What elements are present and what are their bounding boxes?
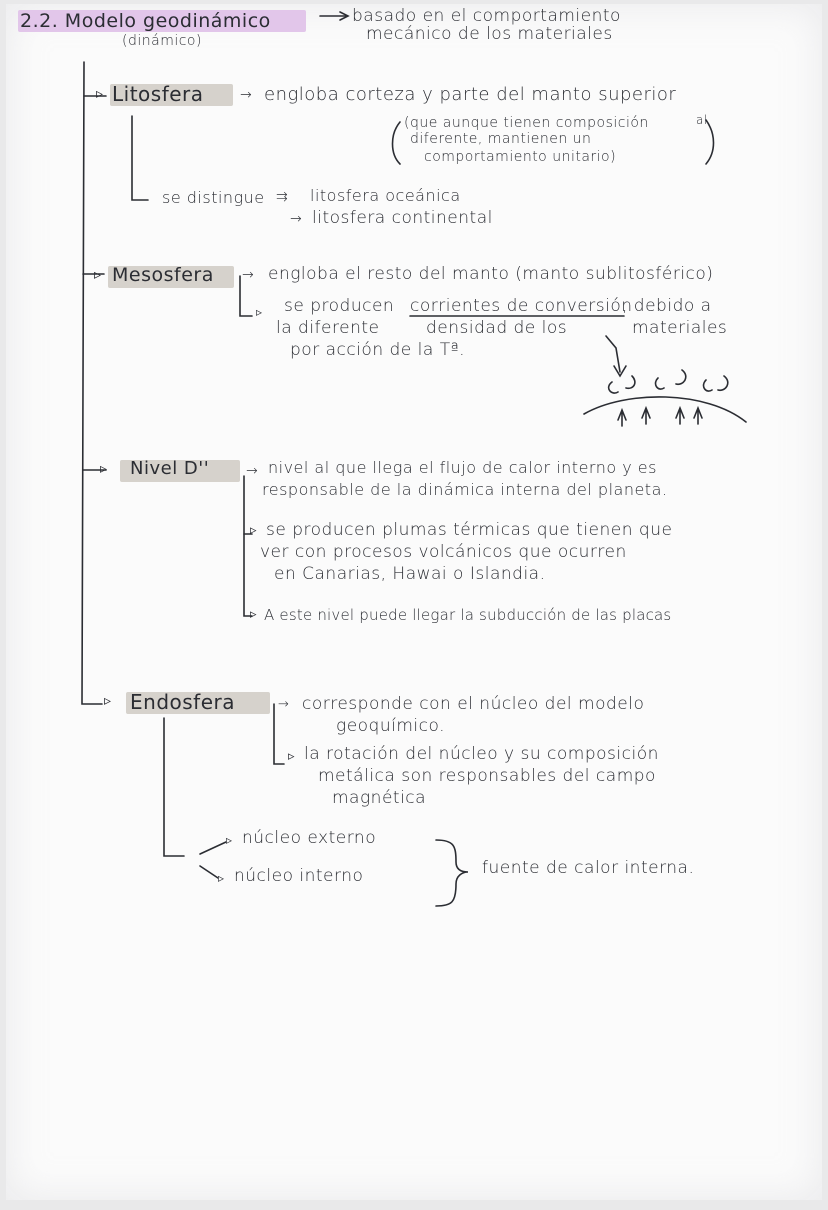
litosfera-distingue: se distingue xyxy=(162,188,265,207)
arrow-glyph: → xyxy=(240,87,253,103)
arrow-glyph: ▹ xyxy=(218,871,225,885)
mesosfera-conv-suffix: , debido a xyxy=(622,296,712,316)
endosfera-desc-1: corresponde con el núcleo del modelo xyxy=(302,694,645,714)
header-basis: basado en el comportamiento xyxy=(352,6,621,26)
page-title: 2.2. Modelo geodinámico xyxy=(20,10,271,32)
arrow-glyph: ▹ xyxy=(288,749,296,764)
endosfera-rot-1: la rotación del núcleo y su composición xyxy=(304,744,659,764)
litosfera-label: Litosfera xyxy=(112,82,204,106)
arrow-glyph: ▹ xyxy=(104,693,112,709)
nivel-d-plumas-3: en Canarias, Hawai o Islandia. xyxy=(274,564,546,584)
nivel-d-plumas-2: ver con procesos volcánicos que ocurren xyxy=(260,542,627,562)
page-subtitle: (dinámico) xyxy=(122,33,202,49)
arrow-glyph: ▹ xyxy=(94,267,102,283)
arrow-glyph: ▹ xyxy=(250,523,258,538)
mesosfera-desc: engloba el resto del manto (manto sublitosférico) xyxy=(268,264,714,284)
arrow-glyph: ⇉ xyxy=(276,189,289,205)
endosfera-externo: núcleo externo xyxy=(242,828,377,848)
arrow-glyph: ▹ xyxy=(250,607,258,622)
mesosfera-line-2c: materiales xyxy=(632,318,728,338)
arrow-glyph: ▹ xyxy=(100,461,108,477)
arrow-glyph: ▹ xyxy=(226,833,233,847)
mesosfera-conv-prefix: se producen xyxy=(284,296,395,316)
litosfera-note-1: (que aunque tienen composición xyxy=(404,115,649,131)
mesosfera-line-2a: la diferente xyxy=(276,318,380,338)
nivel-d-subduccion: A este nivel puede llegar la subducción de las placas xyxy=(264,606,672,624)
nivel-d-label: Nivel D'' xyxy=(130,458,210,479)
connector-lines xyxy=(6,4,822,1200)
endosfera-desc-2: geoquímico. xyxy=(336,716,445,736)
header-basis-2: mecánico de los materiales xyxy=(366,24,613,44)
arrow-glyph: → xyxy=(242,267,255,283)
litosfera-continental: litosfera continental xyxy=(312,208,493,228)
endosfera-interno: núcleo interno xyxy=(234,866,364,886)
arrow-glyph: → xyxy=(278,697,290,712)
endosfera-label: Endosfera xyxy=(130,690,235,714)
endosfera-fuente: fuente de calor interna. xyxy=(482,858,695,878)
nivel-d-desc-1: nivel al que llega el flujo de calor interno y es xyxy=(268,458,657,477)
mesosfera-line-2b: densidad de los xyxy=(426,318,568,338)
litosfera-desc: engloba corteza y parte del manto superior xyxy=(264,84,677,105)
mesosfera-line-3: por acción de la Tª. xyxy=(290,340,465,360)
nivel-d-plumas-1: se producen plumas térmicas que tienen que xyxy=(266,520,673,540)
nivel-d-desc-2: responsable de la dinámica interna del planeta. xyxy=(262,480,668,499)
arrow-glyph: → xyxy=(246,463,259,479)
mesosfera-conv-underlined: corrientes de conversión xyxy=(410,296,633,316)
litosfera-note-3: comportamiento unitario) xyxy=(424,149,617,165)
litosfera-oceanica: litosfera oceánica xyxy=(310,186,461,205)
arrow-glyph: ▹ xyxy=(256,305,263,319)
endosfera-rot-2: metálica son responsables del campo xyxy=(318,766,656,786)
notebook-page xyxy=(6,4,822,1200)
arrow-glyph: ▹ xyxy=(96,86,104,102)
litosfera-note-1b: al xyxy=(696,113,708,127)
mesosfera-label: Mesosfera xyxy=(112,264,214,286)
endosfera-rot-3: magnética xyxy=(332,788,427,808)
litosfera-note-2: diferente, mantienen un xyxy=(410,131,592,147)
arrow-glyph: → xyxy=(290,211,303,227)
